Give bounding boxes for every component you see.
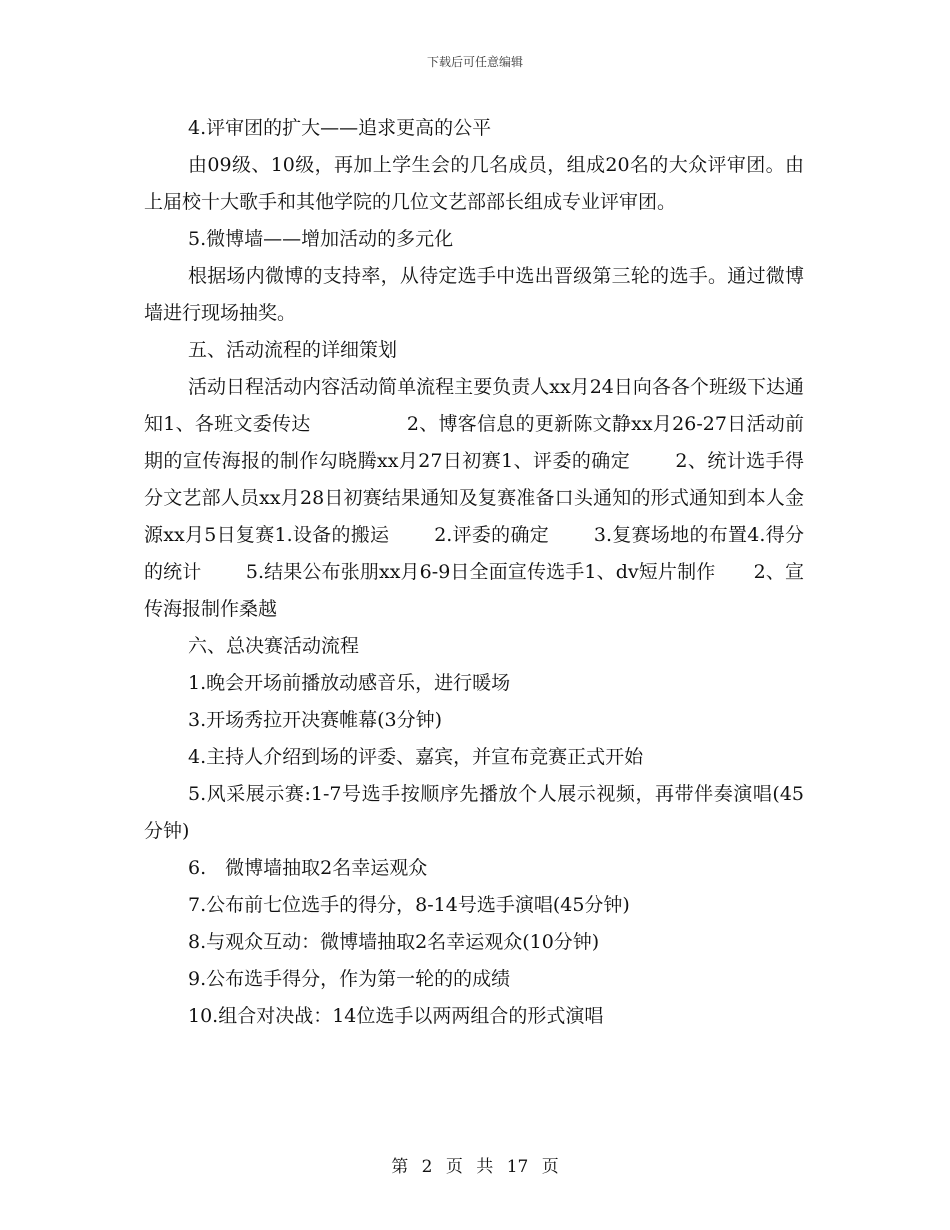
section-heading-6: 六、总决赛活动流程 <box>188 635 360 657</box>
heading-weibo-wall: 5.微博墙——增加活动的多元化 <box>188 228 454 250</box>
paragraph-jury-composition: 由09级、10级，再加上学生会的几名成员，组成20名的大众评审团。由上届校十大歌手和其他学院的几位文艺部部长组成专业评审团。 <box>144 154 804 213</box>
header-note: 下载后可任意编辑 <box>426 55 523 69</box>
list-item: 10.组合对决战：14位选手以两两组合的形式演唱 <box>188 1005 604 1027</box>
list-item: 3.开场秀拉开决赛帷幕(3分钟) <box>188 709 443 731</box>
page-number: 第 2 页 共 17 页 <box>391 1157 559 1177</box>
list-item: 6. 微博墙抽取2名幸运观众 <box>188 857 428 879</box>
list-item: 8.与观众互动：微博墙抽取2名幸运观众(10分钟) <box>188 931 600 953</box>
paragraph-weibo-wall: 根据场内微博的支持率，从待定选手中选出晋级第三轮的选手。通过微博墙进行现场抽奖。 <box>144 265 804 324</box>
list-item: 9.公布选手得分，作为第一轮的的成绩 <box>188 968 511 990</box>
list-item: 4.主持人介绍到场的评委、嘉宾，并宣布竞赛正式开始 <box>188 746 644 768</box>
heading-jury-expansion: 4.评审团的扩大——追求更高的公平 <box>188 117 492 139</box>
document-body <box>144 110 804 1035</box>
list-item: 1.晚会开场前播放动感音乐，进行暖场 <box>188 672 511 694</box>
list-item: 7.公布前七位选手的得分，8-14号选手演唱(45分钟) <box>188 894 630 916</box>
paragraph-schedule: 活动日程活动内容活动简单流程主要负责人xx月24日向各各个班级下达通知1、各班文委传达 2、博客信息的更新陈文静xx月26-27日活动前期的宣传海报的制作勾晓腾xx月27日初赛1、评委的确定 2、统计选手得分文艺部人员xx月28日初赛结果通知及复赛准备口头通知的形式通知到本人金源xx月5日复赛1.设备的搬运 2.评委的确定 3.复赛场地的布置4.得分的统计 5.结果公布张朋xx月6-9日全面宣传选手1、dv短片制作 2、宣传海报制作桑越 <box>144 376 804 620</box>
list-item: 5.风采展示赛:1-7号选手按顺序先播放个人展示视频，再带伴奏演唱(45分钟) <box>144 783 804 842</box>
section-heading-5: 五、活动流程的详细策划 <box>188 339 398 361</box>
